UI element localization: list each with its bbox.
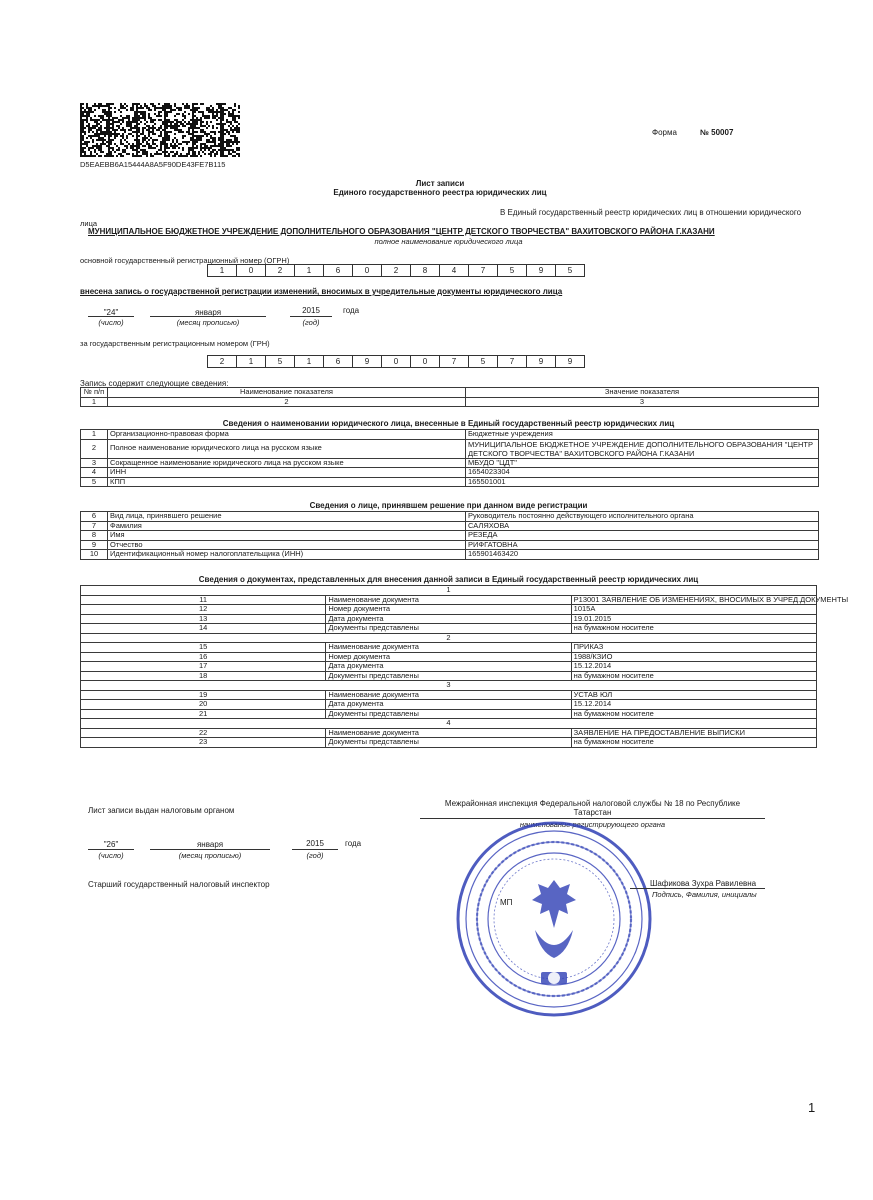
ogrn-digit: 9 [526, 264, 555, 277]
grn-digit: 1 [236, 355, 265, 368]
grn-digit: 2 [207, 355, 236, 368]
document-barcode [80, 103, 240, 157]
ogrn-digit: 5 [497, 264, 526, 277]
table-row: 10 Идентификационный номер налогоплательщика (ИНН) 165901463420 [81, 550, 819, 560]
stamp-mp: МП [500, 898, 513, 907]
table-row: 7 Фамилия САЛЯХОВА [81, 521, 819, 531]
authority-line1: Межрайонная инспекция Федеральной налоговой службы № 18 по Республике [444, 799, 741, 808]
table-row: 1 Организационно-правовая форма Бюджетные учреждения [81, 430, 819, 440]
doc-group-2: 2 [81, 633, 817, 643]
table-row: 2 Полное наименование юридического лица на русском языке МУНИЦИПАЛЬНОЕ БЮДЖЕТНОЕ УЧРЕЖДЕНИЕ ДОПОЛНИТЕЛЬНОГО ОБРАЗОВАНИЯ "ЦЕНТР ДЕТСКОГО ТВОРЧЕСТВА" ВАХИТОВСКОГО РАЙОНА Г.КАЗАНИ [81, 439, 819, 458]
ogrn-digit: 1 [207, 264, 236, 277]
grn-digit: 5 [468, 355, 497, 368]
official-seal [455, 820, 653, 1018]
contains-label: Запись содержит следующие сведения: [80, 379, 229, 388]
grn-digit: 0 [381, 355, 410, 368]
col-name-header: Наименование показателя [108, 388, 466, 398]
ogrn-digit: 5 [555, 264, 585, 277]
signer-name: Шафикова Зухра Равилевна [650, 879, 757, 888]
section3-table [80, 585, 849, 748]
col-num-2: 2 [108, 397, 466, 407]
table-row: 6 Вид лица, принявшего решение Руководитель постоянно действующего исполнительного органа [81, 512, 819, 522]
authority-caption: наименование регистрирующего органа [519, 820, 666, 829]
doc-group-1: 1 [81, 586, 817, 596]
intro-line2: лица [80, 219, 98, 228]
table-row: 14 Документы представлены на бумажном носителе [81, 624, 817, 634]
signer-caption: Подпись, Фамилия, инициалы [652, 890, 757, 899]
grn-digit: 7 [497, 355, 526, 368]
table-row: 4 ИНН 1654023304 [81, 468, 819, 478]
grn-digit: 7 [439, 355, 468, 368]
issued-label: Лист записи выдан налоговым органом [88, 806, 235, 815]
grn-digit: 5 [265, 355, 294, 368]
grn-digit: 0 [410, 355, 439, 368]
ogrn-digit: 6 [323, 264, 352, 277]
col-num-1: 1 [81, 397, 108, 407]
issued-caption-day: (число) [98, 851, 124, 860]
doc-group-3: 3 [81, 681, 817, 691]
ogrn-digit: 4 [439, 264, 468, 277]
caption-year: (год) [302, 318, 320, 327]
table-row: 11 Наименование документа Р13001 ЗАЯВЛЕНИЕ ОБ ИЗМЕНЕНИЯХ, ВНОСИМЫХ В УЧРЕД.ДОКУМЕНТЫ [81, 595, 817, 605]
title-line1: Лист записи [415, 179, 465, 188]
intro-line1: В Единый государственный реестр юридических лиц в отношении юридического [500, 208, 802, 217]
entry-year: 2015 [302, 306, 320, 315]
ogrn-label: основной государственный регистрационный номер (ОГРН) [80, 256, 290, 265]
issued-year-suffix: года [345, 839, 362, 848]
entry-month: января [194, 308, 222, 317]
ogrn-digit: 7 [468, 264, 497, 277]
ogrn-digit: 0 [352, 264, 381, 277]
table-row: 3 Сокращенное наименование юридического лица на русском языке МБУДО "ЦДТ" [81, 458, 819, 468]
grn-digit: 6 [323, 355, 352, 368]
caption-month: (месяц прописью) [176, 318, 240, 327]
issued-year: 2015 [306, 839, 324, 848]
grn-digit: 1 [294, 355, 323, 368]
authority-line2: Татарстан [573, 808, 612, 817]
table-row: 23 Документы представлены на бумажном носителе [81, 738, 817, 748]
issued-caption-year: (год) [306, 851, 324, 860]
col-num-3: 3 [466, 397, 819, 407]
col-n-header: № п/п [81, 388, 108, 398]
table-row: 20 Дата документа 15.12.2014 [81, 700, 817, 710]
ogrn-digit: 8 [410, 264, 439, 277]
col-value-header: Значение показателя [466, 388, 819, 398]
table-row: 18 Документы представлены на бумажном носителе [81, 671, 817, 681]
ogrn-digit: 2 [381, 264, 410, 277]
section1-table [80, 429, 819, 487]
doc-group-4: 4 [81, 719, 817, 729]
section2-table [80, 511, 819, 560]
table-row: 5 КПП 165501001 [81, 477, 819, 487]
entry-year-suffix: года [343, 306, 360, 315]
grn-code [207, 355, 585, 368]
issued-month: января [196, 840, 224, 849]
issued-day: "26" [103, 840, 119, 849]
table-row: 16 Номер документа 1988/КЗИО [81, 652, 817, 662]
grn-digit: 9 [555, 355, 585, 368]
table-row: 15 Наименование документа ПРИКАЗ [81, 643, 817, 653]
ogrn-digit: 1 [294, 264, 323, 277]
entry-text: внесена запись о государственной регистрации изменений, вносимых в учредительные документы юридического лица [80, 287, 563, 296]
form-label: Форма [652, 128, 677, 137]
ogrn-digit: 2 [265, 264, 294, 277]
org-full-name: МУНИЦИПАЛЬНОЕ БЮДЖЕТНОЕ УЧРЕЖДЕНИЕ ДОПОЛНИТЕЛЬНОГО ОБРАЗОВАНИЯ "ЦЕНТР ДЕТСКОГО ТВОРЧЕСТВА" ВАХИТОВСКОГО РАЙОНА Г.КАЗАНИ [88, 227, 715, 236]
caption-day: (число) [98, 318, 124, 327]
org-name-caption: полное наименование юридического лица [374, 237, 523, 246]
ogrn-code [207, 264, 585, 277]
table-row: 19 Наименование документа УСТАВ ЮЛ [81, 690, 817, 700]
table-row: 21 Документы представлены на бумажном носителе [81, 709, 817, 719]
page-number: 1 [808, 1100, 816, 1115]
ogrn-digit: 0 [236, 264, 265, 277]
section2-title: Сведения о лице, принявшем решение при данном виде регистрации [309, 501, 588, 510]
issued-caption-month: (месяц прописью) [178, 851, 242, 860]
table-row: 12 Номер документа 1015А [81, 605, 817, 615]
table-row: 17 Дата документа 15.12.2014 [81, 662, 817, 672]
form-number: № 50007 [700, 128, 734, 137]
table-row: 8 Имя РЕЗЕДА [81, 531, 819, 541]
grn-digit: 9 [526, 355, 555, 368]
table-row: 22 Наименование документа ЗАЯВЛЕНИЕ НА ПРЕДОСТАВЛЕНИЕ ВЫПИСКИ [81, 728, 817, 738]
title-line2: Единого государственного реестра юридических лиц [333, 188, 547, 197]
entry-day: "24" [103, 308, 119, 317]
section3-title: Сведения о документах, представленных для внесения данной записи в Единый государственный реестр юридических лиц [198, 575, 699, 584]
table-row: 13 Дата документа 19.01.2015 [81, 614, 817, 624]
grn-label: за государственным регистрационным номером (ГРН) [80, 339, 270, 348]
grn-digit: 9 [352, 355, 381, 368]
inspector-label: Старший государственный налоговый инспектор [88, 880, 270, 889]
header-table [80, 387, 819, 407]
section1-title: Сведения о наименовании юридического лица, внесенные в Единый государственный реестр юридических лиц [222, 419, 675, 428]
table-row: 9 Отчество РИФГАТОВНА [81, 540, 819, 550]
barcode-code: D5EAEBB6A15444A8A5F90DE43FE7B115 [80, 160, 226, 169]
